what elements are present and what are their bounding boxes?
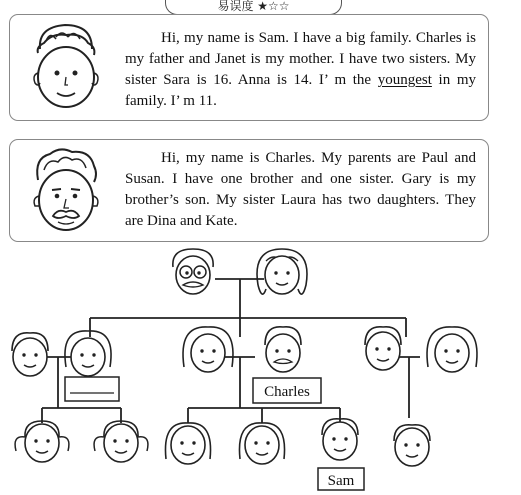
sara-icon bbox=[165, 423, 210, 464]
passage-1-text bbox=[125, 28, 476, 112]
anna-icon bbox=[239, 423, 284, 464]
passage-card-charles bbox=[9, 139, 489, 242]
family-tree bbox=[0, 245, 521, 495]
passage-card-sam bbox=[9, 14, 489, 121]
passage-1-outro: in my family. I’ m 11. bbox=[125, 72, 476, 109]
janet-mother-icon bbox=[427, 327, 477, 372]
passage-1-underlined-word: youngest bbox=[377, 72, 432, 88]
man-with-mustache-face-icon bbox=[20, 144, 112, 240]
sam-icon bbox=[322, 419, 358, 460]
passage-1-intro: Hi, my name is Sam. I have a big family. Charles is my father and Janet is my mother. I have two sisters. My sister Sara is 16. Anna is 14. I’ m the bbox=[125, 30, 476, 88]
uncle-icon bbox=[12, 333, 48, 376]
laura-icon bbox=[183, 327, 233, 372]
difficulty-label: 易误度 ★☆☆ bbox=[165, 0, 342, 15]
charles-label: Charles bbox=[264, 384, 310, 400]
charles-father-icon bbox=[265, 327, 301, 372]
uncle-2-icon bbox=[365, 327, 401, 370]
boy-face-icon bbox=[20, 19, 112, 117]
dina-icon bbox=[15, 421, 69, 462]
aunt-icon bbox=[65, 331, 111, 376]
grandmother-icon bbox=[257, 249, 307, 294]
gary-icon bbox=[394, 425, 430, 466]
sam-label: Sam bbox=[327, 473, 355, 489]
blank-name-box[interactable] bbox=[65, 377, 119, 401]
passage-2-text: Hi, my name is Charles. My parents are Paul and Susan. I have one brother and one sister. Gary is my brother’s son. My sister Laura has two daughters. They are Dina and Kate. bbox=[125, 150, 476, 229]
grandfather-with-glasses-icon bbox=[173, 249, 213, 294]
kate-icon bbox=[94, 421, 148, 462]
